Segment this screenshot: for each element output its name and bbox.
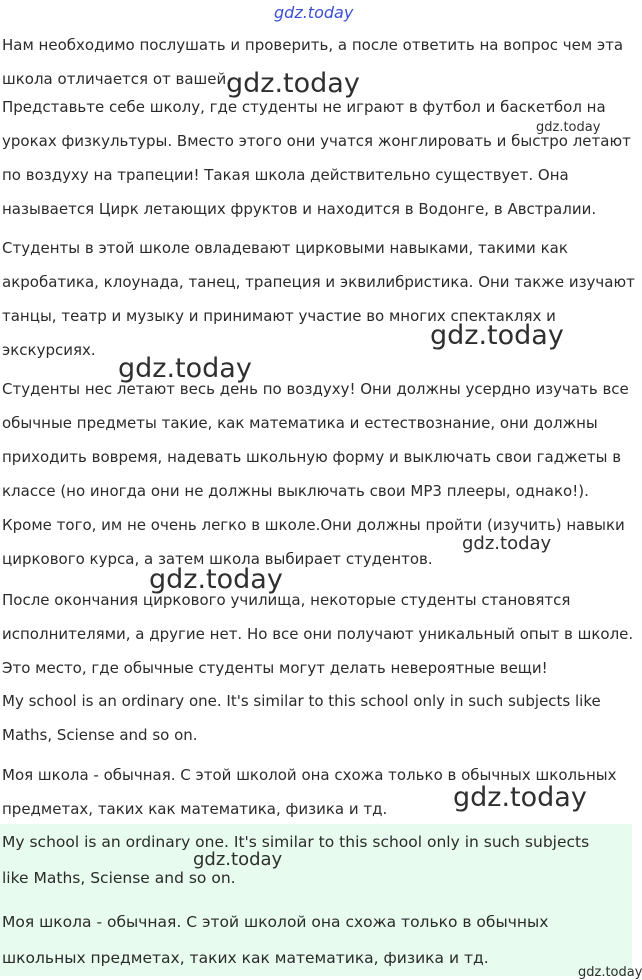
text-line: циркового курса, а затем школа выбирает студентов. (2, 550, 433, 568)
text-line: Это место, где обычные студенты могут делать невероятные вещи! (2, 659, 548, 677)
text-line: Студенты нес летают весь день по воздуху! Они должны усердно изучать все (2, 380, 629, 398)
text-line: приходить вовремя, надевать школьную форму и выключать свои гаджеты в (2, 448, 622, 466)
text-line: Моя школа - обычная. С этой школой она схожа только в обычных (2, 913, 549, 931)
text-line: После окончания циркового училища, некоторые студенты становятся (2, 591, 571, 609)
text-line: называется Цирк летающих фруктов и находится в Водонге, в Австралии. (2, 200, 597, 218)
watermark: gdz.today (578, 965, 642, 980)
watermark: gdz.today (536, 120, 601, 135)
text-line: уроках физкультуры. Вместо этого они учатся жонглировать и быстро летают (2, 132, 631, 150)
text-line: обычные предметы такие, как математика и естествознание, они должны (2, 414, 598, 432)
text-line: Нам необходимо послушать и проверить, а после ответить на вопрос чем эта (2, 36, 624, 54)
text-line: Представьте себе школу, где студенты не играют в футбол и баскетбол на (2, 98, 606, 116)
watermark: gdz.today (193, 849, 283, 870)
text-line: Моя школа - обычная. С этой школой она схожа только в обычных школьных (2, 766, 617, 784)
text-line: исполнителями, а другие нет. Но все они получают уникальный опыт в школе. (2, 625, 634, 643)
watermark: gdz.today (430, 320, 564, 351)
text-line: акробатика, клоунада, танец, трапеция и эквилибристика. Они также изучают (2, 273, 635, 291)
watermark: gdz.today (462, 533, 552, 554)
text-line: My school is an ordinary one. It's similar to this school only in such subjects like (2, 692, 601, 710)
text-line: Maths, Sciense and so on. (2, 726, 198, 744)
text-line: предметах, таких как математика, физика и тд. (2, 800, 388, 818)
paragraph-after-graduation (2, 583, 634, 685)
text-line: like Maths, Sciense and so on. (2, 869, 236, 887)
text-line: Студенты в этой школе овладевают цирковыми навыками, такими как (2, 239, 568, 257)
paragraph-ordinary-subjects (2, 372, 629, 508)
paragraph-my-school-en (2, 684, 624, 752)
text-line: школьных предметах, таких как математика, физика и тд. (2, 949, 489, 967)
text-line: классе (но иногда они не должны выключать свои MP3 плееры, однако!). (2, 482, 589, 500)
watermark: gdz.today (149, 564, 283, 595)
text-line: школа отличается от вашей. (2, 70, 232, 88)
watermark: gdz.today (226, 68, 360, 99)
text-line: танцы, театр и музыку и принимают участие во многих спектаклях и (2, 307, 556, 325)
text-line: экскурсиях. (2, 341, 96, 359)
paragraph-school-description (2, 90, 631, 226)
header-watermark: gdz.today (274, 3, 354, 22)
watermark: gdz.today (118, 353, 252, 384)
text-line: My school is an ordinary one. It's similar to this school only in such subjects (2, 833, 590, 851)
text-line: Кроме того, им не очень легко в школе.Они должны пройти (изучить) навыки (2, 516, 625, 534)
answer-paragraph-en (2, 824, 624, 896)
text-line: по воздуху на трапеции! Такая школа действительно существует. Она (2, 166, 569, 184)
watermark: gdz.today (453, 782, 587, 813)
answer-paragraph-ru (2, 904, 624, 976)
